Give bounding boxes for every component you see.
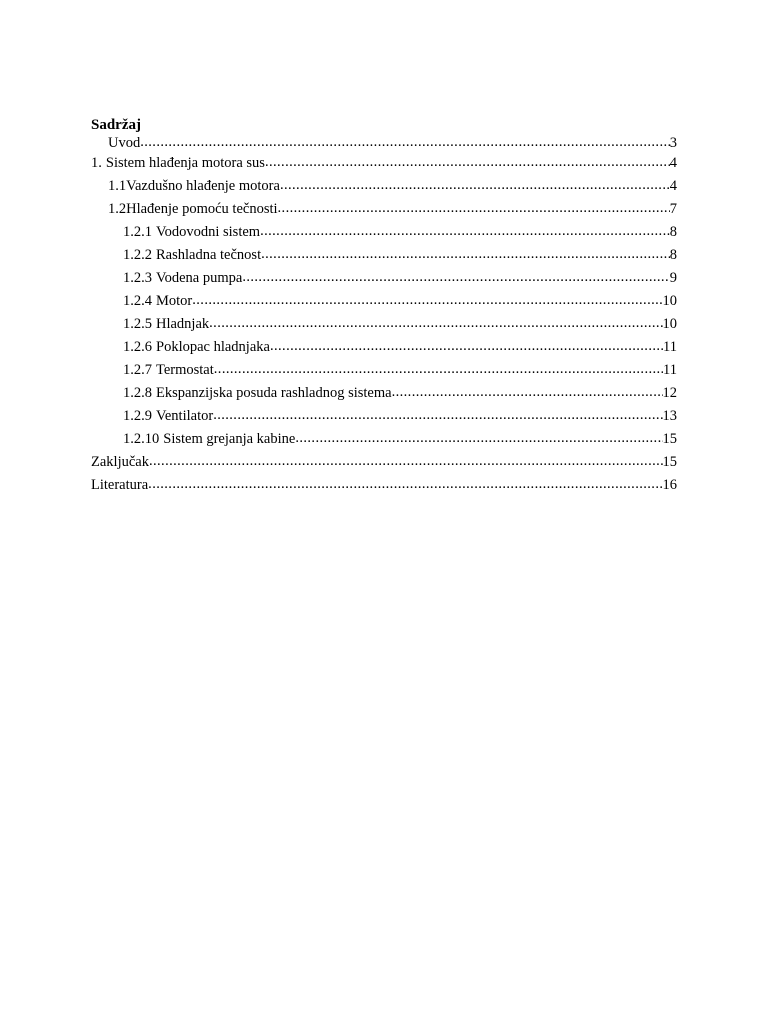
table-of-contents: [91, 116, 677, 497]
toc-entry-title: Vodena pumpa: [156, 270, 243, 286]
dot-leader: [149, 450, 663, 473]
toc-entry-title: Sistem grejanja kabine: [163, 431, 296, 447]
dot-leader: [192, 289, 662, 312]
dot-leader: [260, 220, 670, 243]
toc-entry-rashladna-tecnost[interactable]: [91, 244, 677, 267]
toc-entry-title: Hladnjak: [156, 316, 210, 332]
toc-entry-title: Zaključak: [91, 454, 149, 470]
toc-entry-page: 8: [669, 247, 677, 263]
toc-entry-title: Literatura: [91, 477, 149, 493]
toc-entry-page: 4: [669, 178, 677, 194]
toc-entry-vodena-pumpa[interactable]: [91, 267, 677, 290]
toc-entry-title: Termostat: [156, 362, 214, 378]
toc-entry-vazdusno-hladjenje[interactable]: [91, 175, 677, 198]
toc-entry-number: 1.2.10: [123, 431, 160, 447]
toc-entry-poklopac-hladnjaka[interactable]: [91, 336, 677, 359]
toc-entry-page: 10: [662, 293, 677, 309]
toc-entry-page: 11: [663, 339, 677, 355]
toc-entry-number: 1.2.9: [123, 408, 152, 424]
toc-entry-title: Ventilator: [156, 408, 214, 424]
toc-entry-title: Vazdušno hlađenje motora: [126, 178, 280, 194]
toc-entry-page: 12: [662, 385, 677, 401]
dot-leader: [148, 473, 662, 496]
toc-entry-uvod[interactable]: [91, 134, 677, 152]
toc-entry-page: 13: [662, 408, 677, 424]
dot-leader: [278, 197, 670, 220]
toc-entry-number: 1.: [91, 155, 102, 171]
toc-entry-page: 16: [662, 477, 677, 493]
toc-entry-title: Poklopac hladnjaka: [156, 339, 270, 355]
toc-entry-termostat[interactable]: [91, 359, 677, 382]
toc-entry-page: 10: [662, 316, 677, 332]
toc-entry-number: 1.2.5: [123, 316, 152, 332]
toc-entry-title: Sistem hlađenja motora sus: [105, 155, 265, 171]
toc-entry-title: Vodovodni sistem: [156, 224, 261, 240]
toc-entry-number: 1.2.3: [123, 270, 152, 286]
dot-leader: [209, 312, 662, 335]
dot-leader: [392, 381, 663, 404]
toc-entry-ekspanzijska-posuda[interactable]: [91, 382, 677, 405]
dot-leader: [295, 427, 662, 450]
toc-entry-number: 1.2.4: [123, 293, 152, 309]
toc-entry-page: 11: [663, 362, 677, 378]
dot-leader: [265, 151, 670, 174]
toc-entry-number: 1.2.6: [123, 339, 152, 355]
toc-entry-page: 9: [669, 270, 677, 286]
dot-leader: [261, 243, 670, 266]
toc-entry-page: 7: [669, 201, 677, 217]
dot-leader: [242, 266, 669, 289]
dot-leader: [140, 133, 670, 151]
toc-entry-ventilator[interactable]: [91, 405, 677, 428]
toc-entry-hladnjak[interactable]: [91, 313, 677, 336]
toc-entry-hladjenje-tecnosti[interactable]: [91, 198, 677, 221]
toc-entry-title: Motor: [156, 293, 193, 309]
toc-entry-page: 15: [662, 431, 677, 447]
toc-entry-number: 1.2: [108, 201, 127, 217]
toc-entry-number: 1.2.1: [123, 224, 152, 240]
toc-entry-page: 8: [669, 224, 677, 240]
toc-entry-number: 1.2.8: [123, 385, 152, 401]
toc-entry-zakljucak[interactable]: [91, 451, 677, 474]
toc-entry-number: 1.1: [108, 178, 127, 194]
toc-entry-page: 4: [669, 155, 677, 171]
toc-entry-motor[interactable]: [91, 290, 677, 313]
toc-entry-title: Rashladna tečnost: [156, 247, 262, 263]
dot-leader: [270, 335, 663, 358]
toc-entry-title: Uvod: [108, 135, 141, 151]
dot-leader: [280, 174, 670, 197]
toc-entry-number: 1.2.7: [123, 362, 152, 378]
toc-entry-sistem-grejanja[interactable]: [91, 428, 677, 451]
dot-leader: [213, 404, 662, 427]
toc-entry-page: 15: [662, 454, 677, 470]
toc-entry-vodovodni-sistem[interactable]: [91, 221, 677, 244]
toc-entry-sistem-hladjenja[interactable]: [91, 152, 677, 175]
toc-entry-title: Hlađenje pomoću tečnosti: [126, 201, 278, 217]
dot-leader: [214, 358, 663, 381]
toc-entry-literatura[interactable]: [91, 474, 677, 497]
toc-title: Sadržaj: [91, 117, 141, 133]
toc-entry-page: 3: [669, 135, 677, 151]
toc-entry-title: Ekspanzijska posuda rashladnog sistema: [156, 385, 392, 401]
toc-entry-number: 1.2.2: [123, 247, 152, 263]
